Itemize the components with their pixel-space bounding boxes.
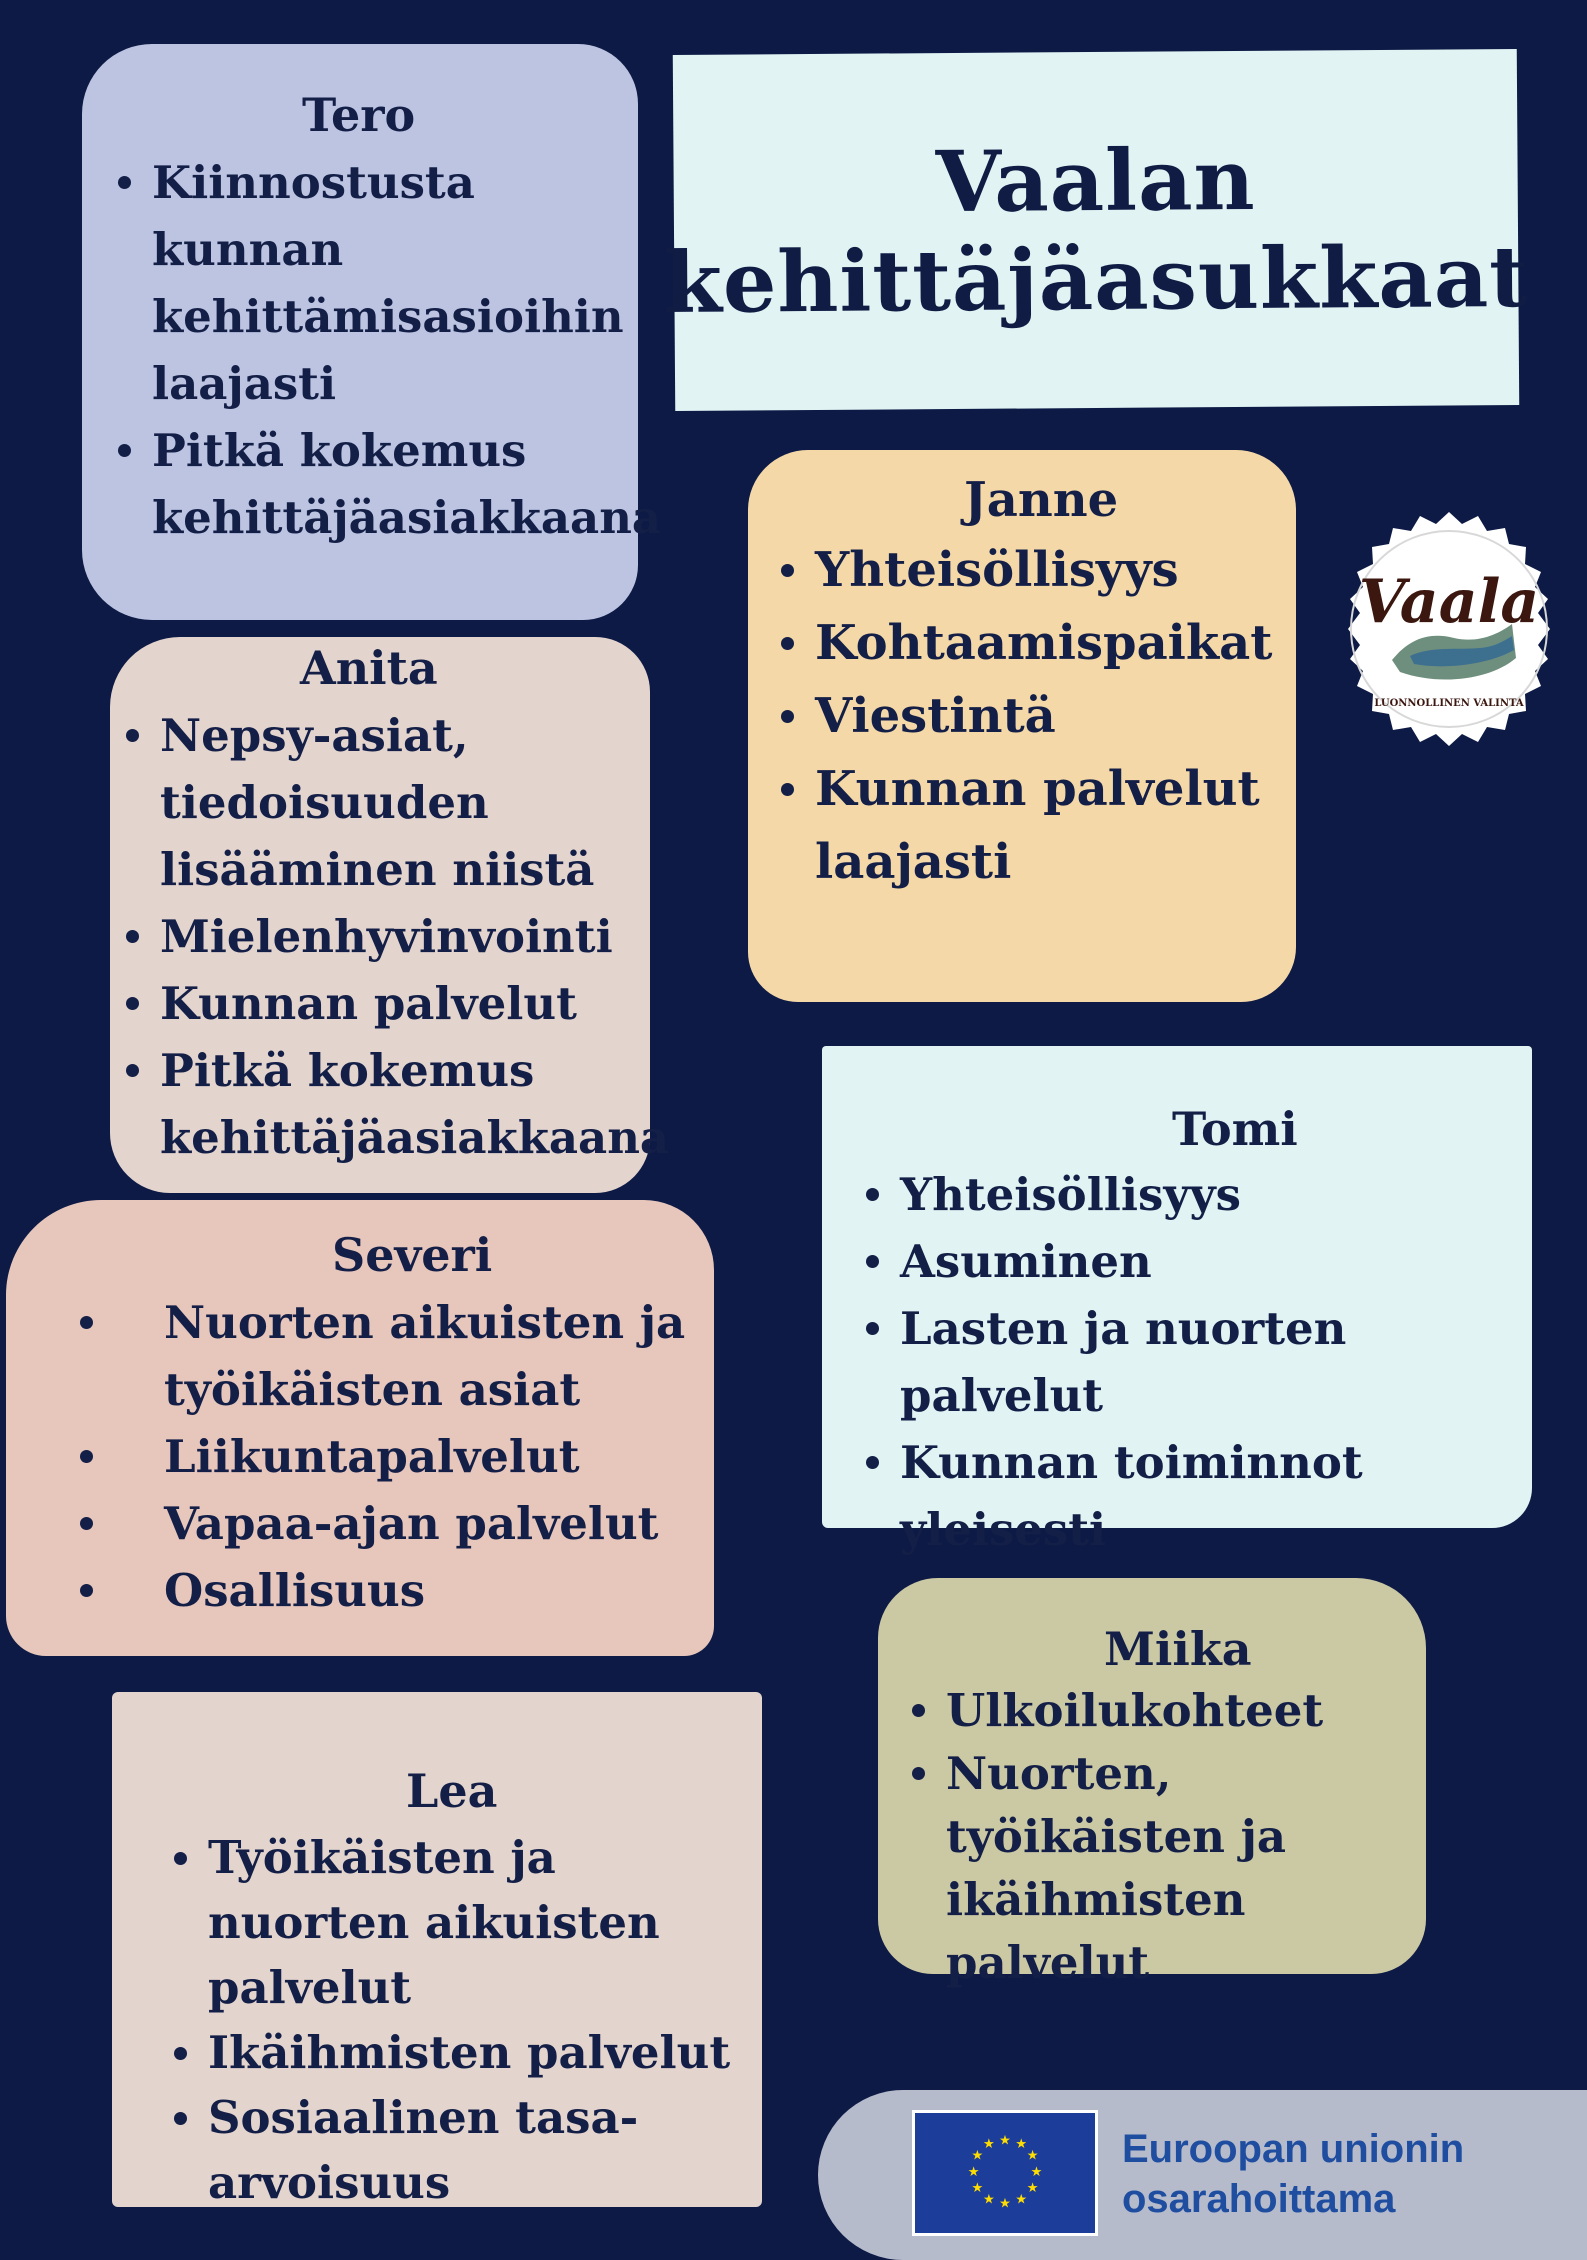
card-janne bbox=[748, 450, 1296, 1002]
card-lea bbox=[112, 1692, 762, 2210]
svg-text:★: ★ bbox=[1026, 2181, 1039, 2197]
list-item: Lasten ja nuorten palvelut bbox=[900, 1295, 1532, 1429]
card-anita bbox=[110, 637, 670, 1193]
list-item: Pitkä kokemus kehittäjäasiakkaana bbox=[160, 1037, 650, 1171]
svg-text:★: ★ bbox=[982, 2192, 995, 2208]
eu-funding-text bbox=[1122, 2124, 1464, 2224]
card-name: Janne bbox=[964, 472, 1119, 528]
list-item: Yhteisöllisyys bbox=[815, 534, 1296, 607]
svg-text:★: ★ bbox=[999, 2133, 1011, 2149]
list-item: Yhteisöllisyys bbox=[900, 1161, 1532, 1228]
list-item: Pitkä kokemus kehittäjäasiakkaana bbox=[152, 417, 638, 551]
eu-text-line-1: Euroopan unionin bbox=[1122, 2127, 1465, 2171]
page-title-line-1: Vaalan bbox=[935, 129, 1256, 232]
list-item: Kunnan toiminnot yleisesti bbox=[900, 1429, 1532, 1563]
list-item: Ulkoilukohteet bbox=[946, 1679, 1426, 1742]
svg-text:★: ★ bbox=[999, 2196, 1011, 2212]
card-miika bbox=[878, 1578, 1426, 1990]
logo-wordmark: Vaala bbox=[1358, 567, 1540, 637]
card-name: Lea bbox=[406, 1764, 498, 1818]
card-severi bbox=[6, 1200, 714, 1656]
list-item: Nuorten aikuisten ja työikäisten asiat bbox=[114, 1289, 714, 1423]
card-name: Miika bbox=[1104, 1622, 1252, 1676]
svg-text:★: ★ bbox=[982, 2137, 995, 2153]
card-tero bbox=[82, 44, 662, 620]
list-item: Mielenhyvinvointi bbox=[160, 903, 650, 970]
eu-text-line-2: osarahoittama bbox=[1122, 2177, 1396, 2221]
list-item: Sosiaalinen tasa-arvoisuus bbox=[208, 2085, 762, 2215]
card-tomi bbox=[822, 1046, 1532, 1557]
list-item: Vapaa-ajan palvelut bbox=[114, 1490, 714, 1557]
title-card bbox=[663, 49, 1530, 411]
list-item: Nepsy-asiat, tiedoisuuden lisääminen niistä bbox=[160, 702, 650, 903]
svg-text:★: ★ bbox=[1015, 2137, 1028, 2153]
list-item: Viestintä bbox=[815, 680, 1296, 753]
page-title-line-2: kehittäjäasukkaat bbox=[663, 226, 1530, 333]
list-item: Liikuntapalvelut bbox=[114, 1423, 714, 1490]
list-item: Kiinnostusta kunnan kehittämisasioihin laajasti bbox=[152, 149, 638, 417]
vaala-logo-icon bbox=[1330, 510, 1568, 748]
list-item: Asuminen bbox=[900, 1228, 1532, 1295]
list-item: Nuorten, työikäisten ja ikäihmisten palvelut bbox=[946, 1742, 1426, 1994]
list-item: Osallisuus bbox=[114, 1557, 714, 1624]
card-name: Severi bbox=[332, 1228, 493, 1282]
list-item: Työikäisten ja nuorten aikuisten palvelut bbox=[208, 1825, 762, 2020]
card-name: Tero bbox=[302, 88, 416, 142]
svg-text:★: ★ bbox=[1030, 2164, 1043, 2180]
card-name: Tomi bbox=[1172, 1102, 1298, 1156]
list-item: Ikäihmisten palvelut bbox=[208, 2020, 762, 2085]
eu-flag-icon bbox=[912, 2110, 1098, 2236]
svg-text:★: ★ bbox=[971, 2181, 984, 2197]
list-item: Kunnan palvelut laajasti bbox=[815, 753, 1296, 899]
svg-text:★: ★ bbox=[967, 2164, 980, 2180]
list-item: Kunnan palvelut bbox=[160, 970, 650, 1037]
svg-text:★: ★ bbox=[971, 2148, 984, 2164]
svg-text:★: ★ bbox=[1026, 2148, 1039, 2164]
card-name: Anita bbox=[300, 641, 438, 695]
logo-tagline: LUONNOLLINEN VALINTA bbox=[1374, 698, 1524, 709]
list-item: Kohtaamispaikat bbox=[815, 607, 1296, 680]
svg-text:★: ★ bbox=[1015, 2192, 1028, 2208]
